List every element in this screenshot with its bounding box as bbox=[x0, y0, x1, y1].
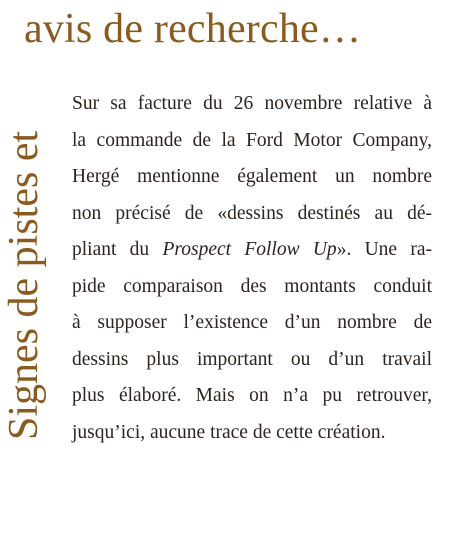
body-line-5 bbox=[72, 232, 432, 269]
body-paragraph bbox=[72, 86, 432, 451]
body-line-1: Sur sa facture du 26 novembre relative à bbox=[72, 93, 432, 114]
body-line-7: à supposer l’existence d’un nombre de bbox=[72, 312, 432, 333]
body-line-8: dessins plus important ou d’un travail bbox=[72, 348, 432, 370]
body-line-9: plus élaboré. Mais on n’a pu retrouver, bbox=[72, 385, 432, 406]
body-line-4: non précisé de «dessins destinés au dé- bbox=[72, 202, 432, 224]
body-line-10: jusqu’ici, aucune trace de cette création. bbox=[72, 421, 386, 443]
body-line-5-end: ». Une ra- bbox=[336, 239, 432, 260]
heading-top: avis de recherche… bbox=[24, 6, 362, 52]
heading-vertical: Signes de pistes et bbox=[1, 130, 47, 440]
body-line-2: la commande de la Ford Motor Company, bbox=[72, 129, 432, 151]
brochure-title: Prospect Follow Up bbox=[162, 239, 337, 260]
body-line-3: Hergé mentionne également un nombre bbox=[72, 166, 432, 187]
body-line-5-start: pliant du bbox=[72, 239, 163, 260]
body-line-6: pide comparaison des montants conduit bbox=[72, 275, 432, 297]
